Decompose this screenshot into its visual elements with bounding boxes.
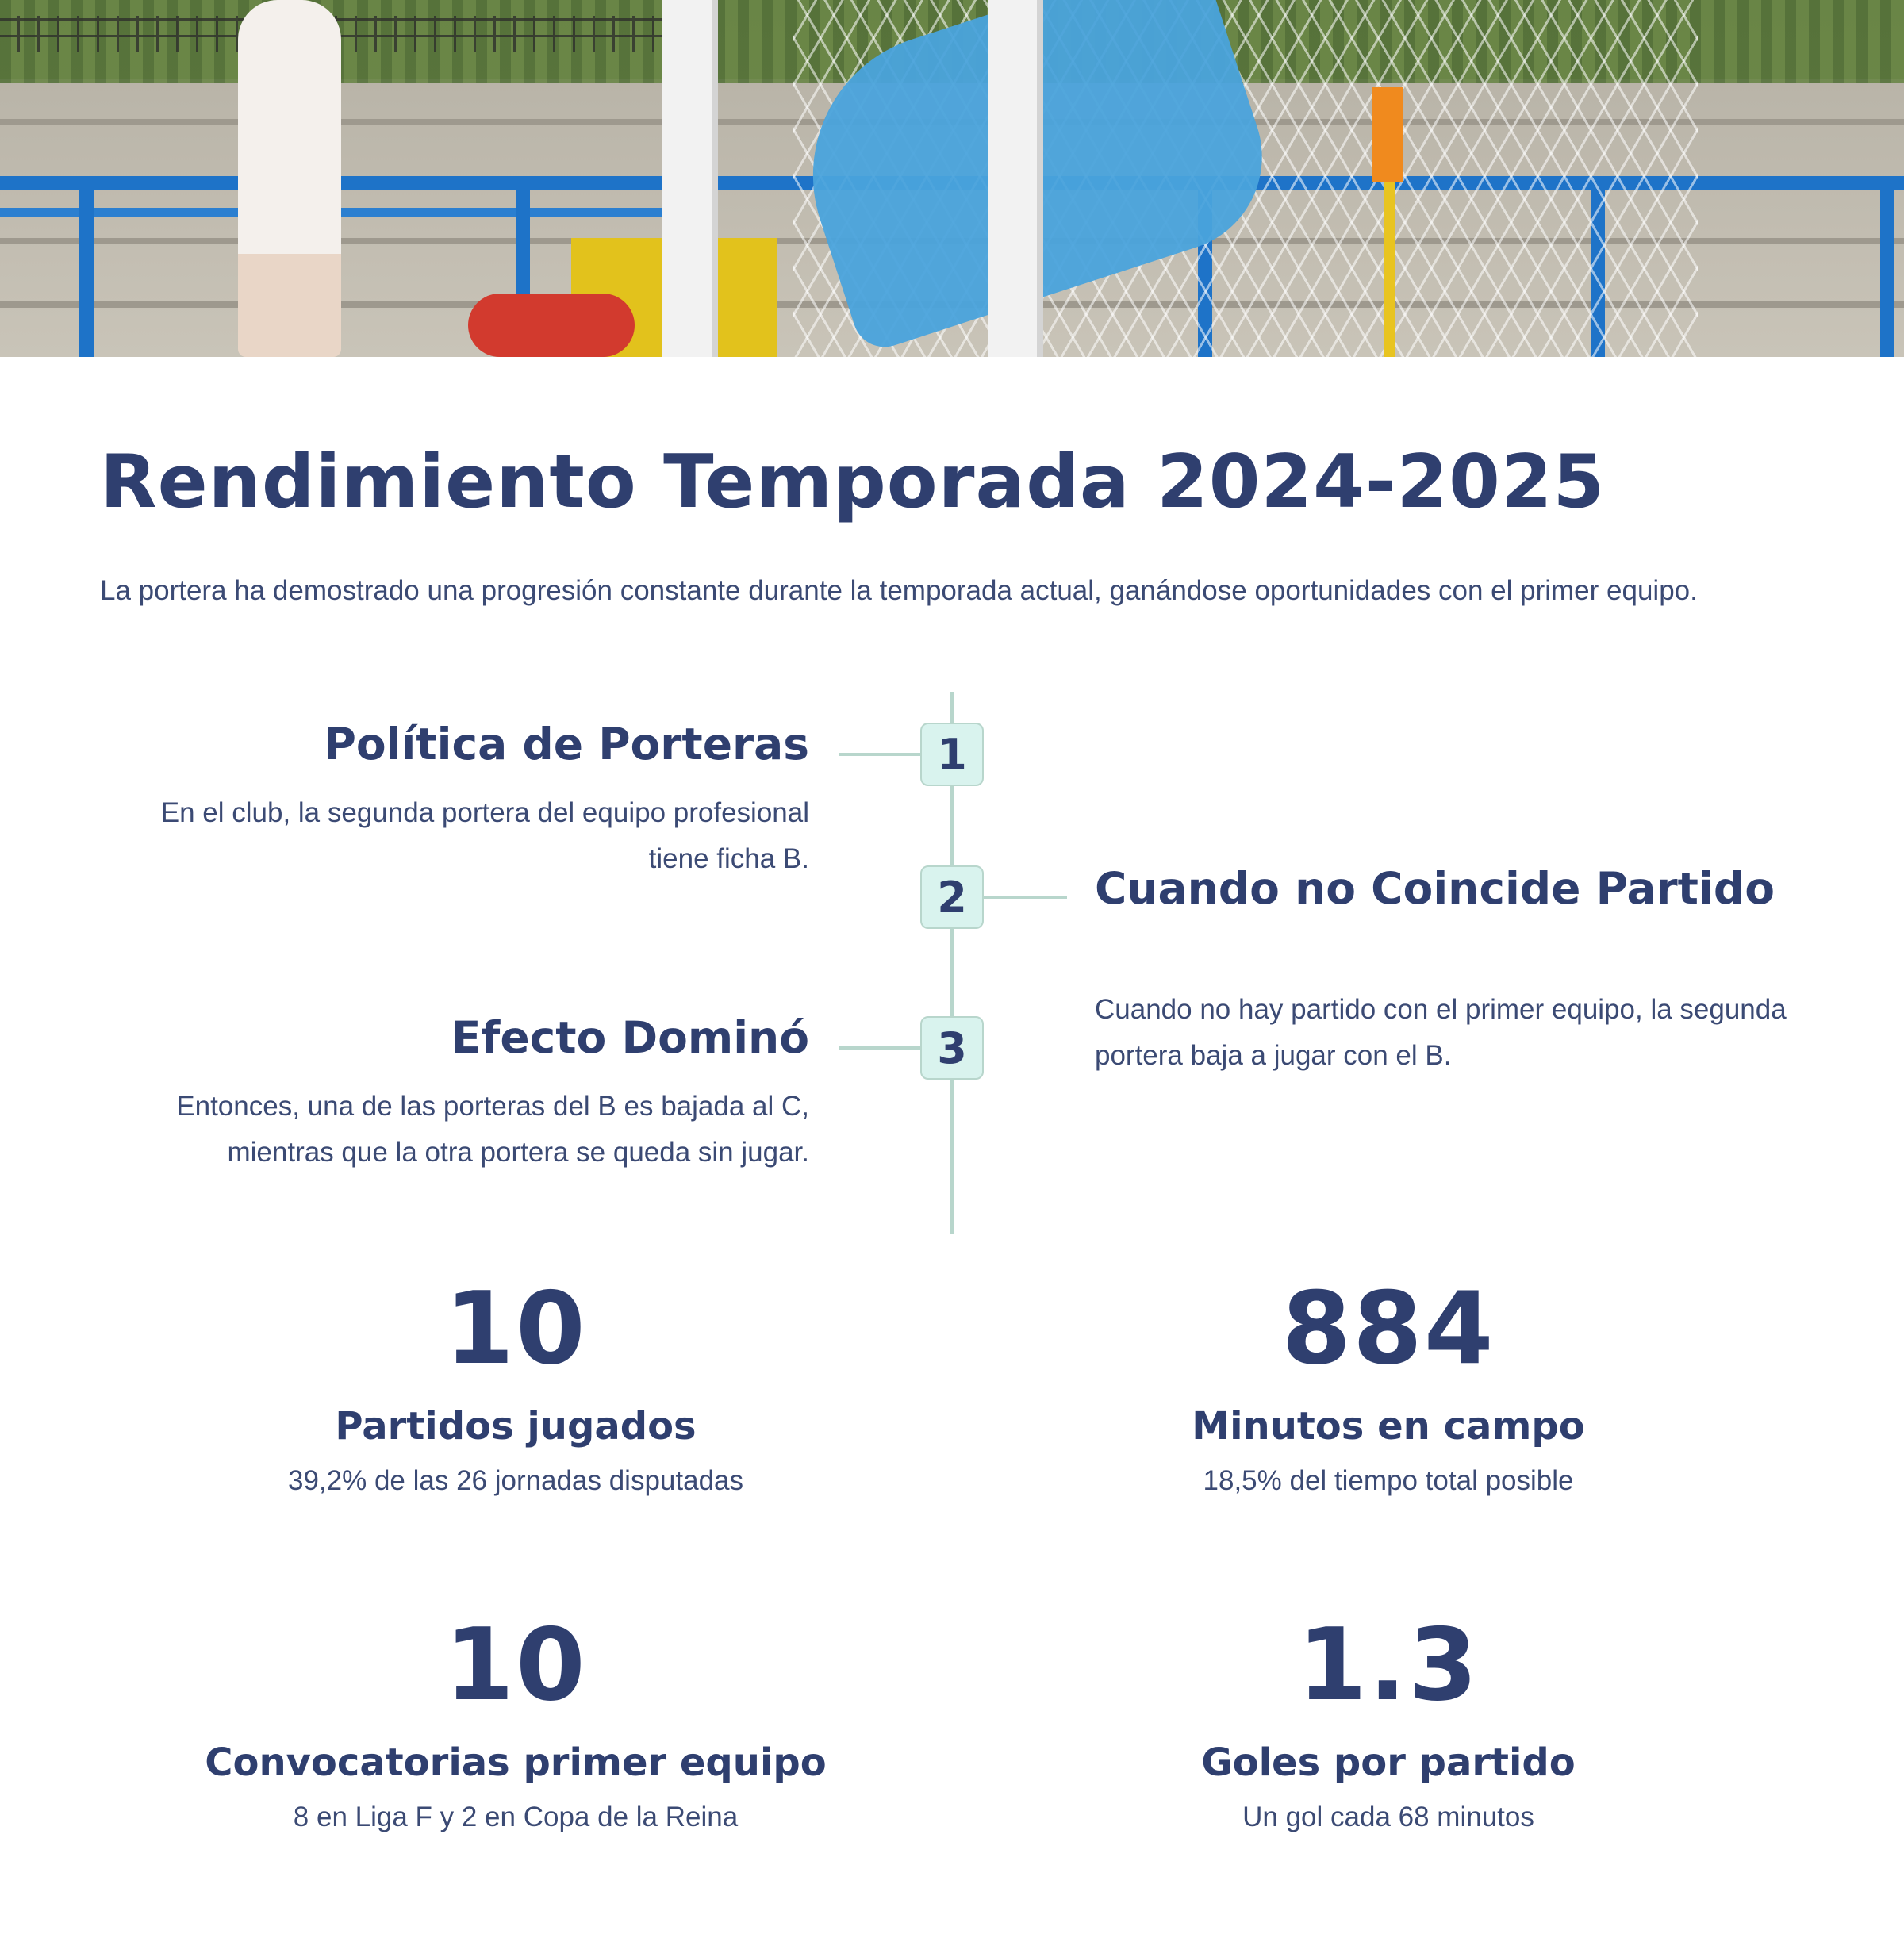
timeline-connector xyxy=(839,753,923,756)
step-badge-2: 2 xyxy=(920,865,984,929)
step-text-2: Cuando no hay partido con el primer equipo, la segunda portera baja a jugar con el B. xyxy=(1095,994,1787,1071)
stat-partidos xyxy=(119,1269,912,1501)
stat-value: 1.3 xyxy=(1297,1606,1480,1723)
page-title: Rendimiento Temporada 2024-2025 xyxy=(100,439,1606,524)
stat-label: Goles por partido xyxy=(1201,1740,1576,1785)
step-badge-1: 1 xyxy=(920,723,984,786)
step-text-1: En el club, la segunda portera del equipo profesional tiene ficha B. xyxy=(160,797,809,874)
hero-blue-railing xyxy=(0,208,714,217)
step-title-3: Efecto Dominó xyxy=(451,1012,809,1063)
hero-goalpost xyxy=(988,0,1043,357)
stat-goles xyxy=(992,1606,1785,1837)
timeline-connector xyxy=(981,896,1067,899)
step-title-1: Política de Porteras xyxy=(324,719,809,769)
stat-value: 10 xyxy=(444,1270,587,1387)
stat-label: Minutos en campo xyxy=(1192,1404,1585,1449)
stat-label: Convocatorias primer equipo xyxy=(205,1740,827,1785)
stat-label: Partidos jugados xyxy=(335,1404,697,1449)
stat-minutos xyxy=(992,1269,1785,1501)
stat-value: 884 xyxy=(1281,1270,1495,1387)
hero-player-standing xyxy=(238,0,341,357)
step-badge-3: 3 xyxy=(920,1016,984,1080)
hero-player-sliding xyxy=(468,294,635,357)
stat-note: 18,5% del tiempo total posible xyxy=(1203,1465,1574,1496)
hero-photo xyxy=(0,0,1904,357)
hero-railing-post xyxy=(79,176,94,357)
stat-note: 39,2% de las 26 jornadas disputadas xyxy=(287,1465,743,1496)
hero-goalpost xyxy=(662,0,718,357)
step-text-3: Entonces, una de las porteras del B es bajada al C, mientras que la otra portera se queda sin jugar. xyxy=(176,1091,809,1168)
stat-note: 8 en Liga F y 2 en Copa de la Reina xyxy=(293,1802,739,1832)
stat-convocatorias xyxy=(119,1606,912,1837)
hero-fence xyxy=(0,16,714,52)
stat-note: Un gol cada 68 minutos xyxy=(1242,1802,1534,1832)
timeline-connector xyxy=(839,1046,923,1050)
stat-value: 10 xyxy=(444,1606,587,1723)
step-title-2: Cuando no Coincide Partido xyxy=(1095,863,1775,914)
hero-corner-flag xyxy=(1372,87,1403,182)
intro-paragraph: La portera ha demostrado una progresión constante durante la temporada actual, ganándose oportunidades con el primer equipo. xyxy=(100,575,1698,606)
hero-railing-post xyxy=(1880,176,1894,357)
